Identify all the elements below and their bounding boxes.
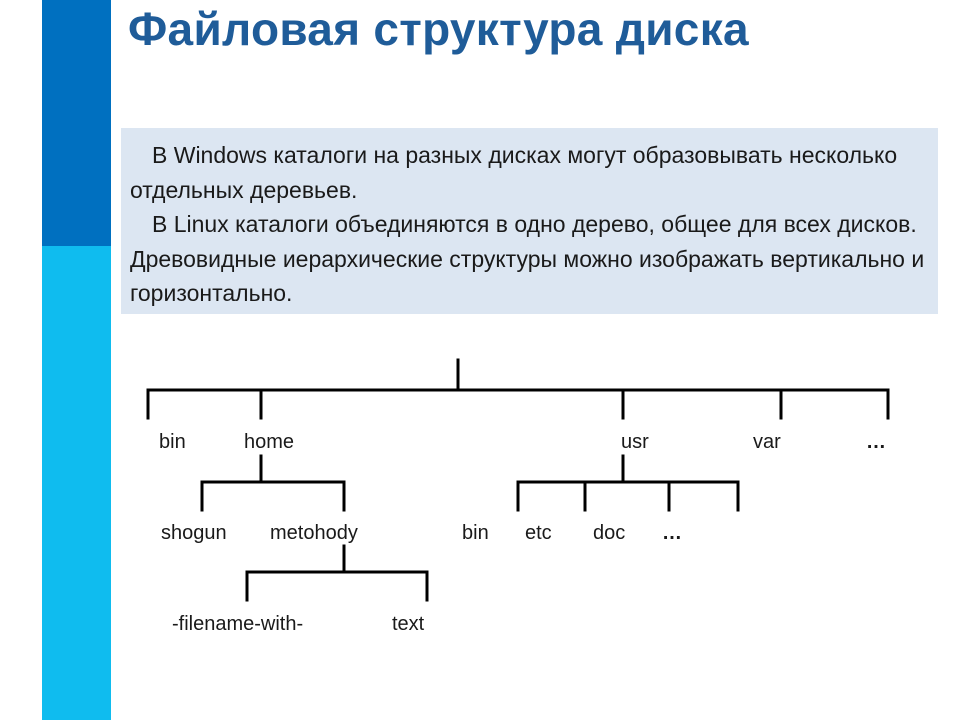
node-usr-doc: doc <box>593 522 626 544</box>
node-var: var <box>753 431 781 453</box>
node-filename: -filename-with- <box>172 613 304 635</box>
node-more-usr: … <box>662 522 682 544</box>
sidebar-accent-light <box>42 246 111 720</box>
node-more-level1: … <box>866 431 886 453</box>
sidebar-accent-dark <box>42 0 111 246</box>
paragraph-windows: В Windows каталоги на разных дисках могут образовывать несколько отдельных деревьев. <box>130 142 898 203</box>
node-text: text <box>392 613 425 635</box>
node-home: home <box>244 431 295 453</box>
node-shogun: shogun <box>161 522 227 544</box>
node-usr-etc: etc <box>525 522 552 544</box>
node-metohody: metohody <box>270 522 358 544</box>
info-text-box <box>121 128 938 314</box>
paragraph-linux: В Linux каталоги объединяются в одно дерево, общее для всех дисков. Древовидные иерархические структуры можно изображать вертикально и горизонтально. <box>130 211 925 306</box>
node-usr-bin: bin <box>462 522 489 544</box>
node-bin: bin <box>159 431 186 453</box>
slide-title: Файловая структура диска <box>128 3 749 55</box>
node-usr: usr <box>621 431 649 453</box>
